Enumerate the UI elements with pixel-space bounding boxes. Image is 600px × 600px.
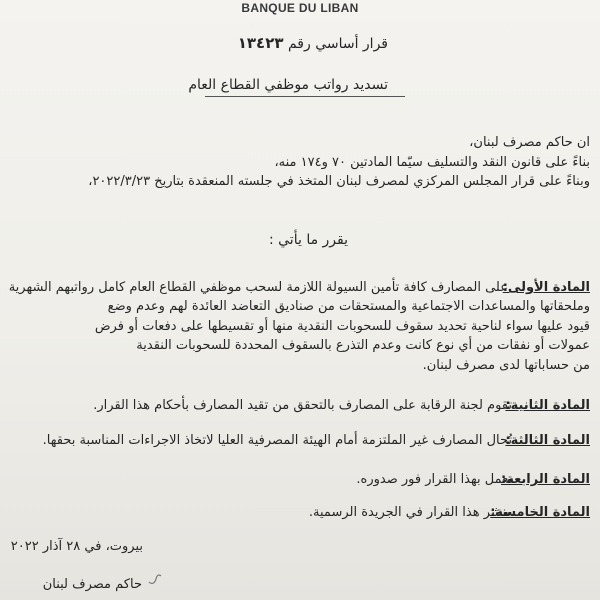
preamble-line-3: وبناءً على قرار المجلس المركزي لمصرف لبنان المتخذ في جلسته المنعقدة بتاريخ ٢٠٢٢/٣/٢٣، [88, 174, 590, 189]
bank-name: BANQUE DU LIBAN [241, 1, 359, 15]
decision-subject: تسديد رواتب موظفي القطاع العام [188, 77, 388, 93]
issue-date: بيروت، في ٢٨ آذار ٢٠٢٢ [10, 539, 143, 554]
article-5-text: ينشر هذا القرار في الجريدة الرسمية. [308, 505, 510, 520]
article-4-label: المادة الرابعة: [501, 472, 590, 487]
article-1-line-3: قيود عليها سواء لناحية تحديد سقوف للسحوبات النقدية منها أو تقسيطها على دفعات أو فرض [94, 319, 590, 334]
subject-underline [205, 96, 405, 97]
signer-title: حاكم مصرف لبنان [42, 577, 142, 592]
decides-heading: يقرر ما يأتي : [268, 232, 348, 248]
preamble-line-1: ان حاكم مصرف لبنان، [469, 135, 590, 150]
decision-number [238, 34, 388, 53]
article-1-line-4: عمولات أو نفقات من أي نوع كانت وعدم التذرع بالسقوف المحددة للسحوبات النقدية [136, 338, 590, 353]
article-1-line-1: على المصارف كافة تأمين السيولة اللازمة لسحب موظفي القطاع العام كامل رواتبهم الشهرية [8, 280, 508, 295]
article-2-label: المادة الثانية: [505, 398, 590, 413]
decision-number-label: قرار أساسي رقم [287, 36, 388, 52]
article-3-text: تُحال المصارف غير الملتزمة أمام الهيئة المصرفية العليا لاتخاذ الاجراءات المناسبة بحقها. [42, 433, 512, 448]
article-1-line-5: من حساباتها لدى مصرف لبنان. [422, 358, 590, 373]
article-1-line-2: وملحقاتها والمساعدات الاجتماعية والمستحقات من صناديق التعاضد العائدة لهم وعدم وضع [107, 299, 590, 314]
article-1-label: المادة الأولى: [502, 280, 590, 295]
decision-number-value: ١٣٤٢٣ [237, 34, 284, 52]
article-4-text: يعمل بهذا القرار فور صدوره. [356, 472, 512, 487]
article-5-label: المادة الخامسة: [490, 505, 590, 520]
preamble-line-2: بناءً على قانون النقد والتسليف سيّما المادتين ٧٠ و١٧٤ منه، [274, 155, 590, 170]
article-2-text: تقوم لجنة الرقابة على المصارف بالتحقق من تقيد المصارف بأحكام هذا القرار. [93, 398, 512, 413]
signature-icon [147, 572, 163, 586]
article-3-label: المادة الثالثة: [505, 433, 590, 448]
